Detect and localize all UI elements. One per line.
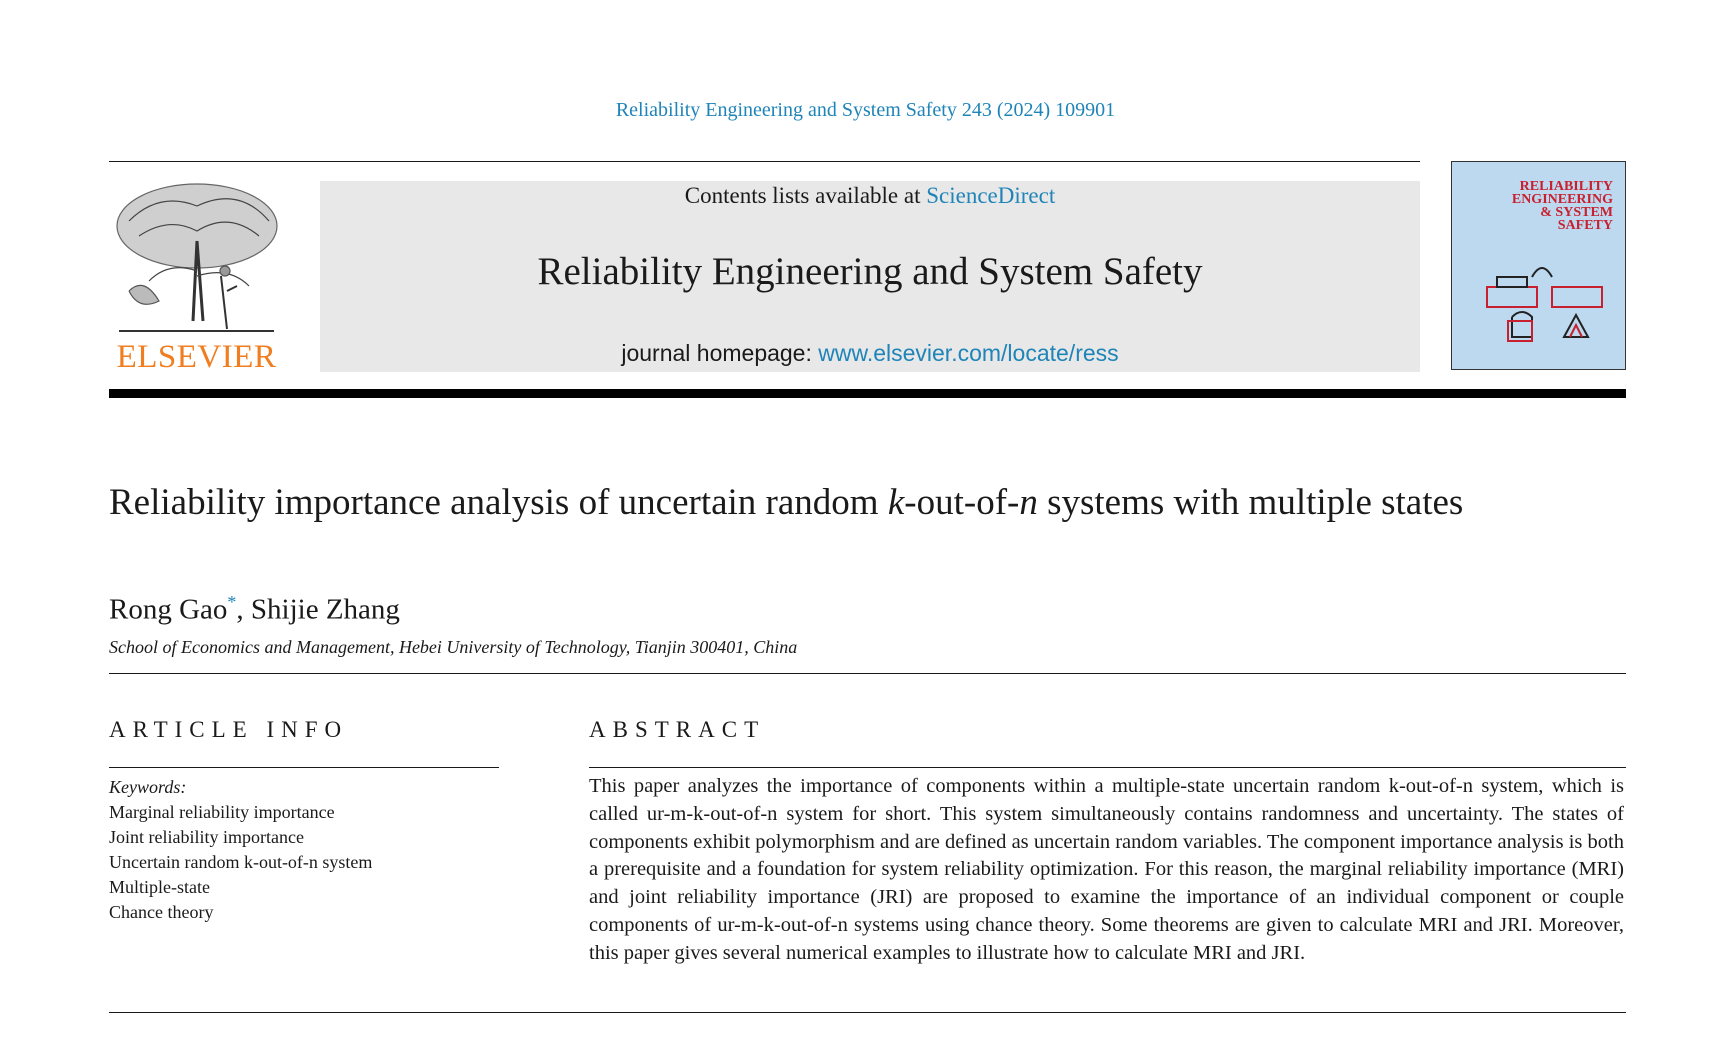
header-thick-rule <box>109 389 1626 398</box>
article-title <box>109 478 1589 528</box>
affiliation: School of Economics and Management, Hebei University of Technology, Tianjin 300401, China <box>109 637 798 657</box>
article-info-heading: ARTICLE INFO <box>109 717 349 742</box>
keywords-block <box>109 775 509 925</box>
journal-name: Reliability Engineering and System Safety <box>537 250 1203 293</box>
keyword-item[interactable]: Uncertain random k-out-of-n system <box>109 852 373 872</box>
abstract-text: This paper analyzes the importance of components within a multiple-state uncertain random k-out-of-n system, which is called ur-m-k-out-of-n system for short. This system simultaneously contains randomness and uncertainty. The states of components exhibit polymorphism and are defined as uncertain random variables. The component importance analysis is both a prerequisite and a foundation for system reliability optimization. For this reason, the marginal reliability importance (MRI) and joint reliability importance (JRI) are proposed to examine the importance of an individual component or couple components of ur-m-k-out-of-n systems using chance theory. Some theorems are given to calculate MRI and JRI. Moreover, this paper gives several numerical examples to illustrate how to calculate MRI and JRI. <box>589 775 1624 964</box>
elsevier-logo[interactable] <box>109 181 284 376</box>
cover-title-line: & SYSTEM <box>1540 205 1613 220</box>
abstract-rule <box>589 767 1626 768</box>
abstract-bottom-rule <box>109 1012 1626 1013</box>
author-separator: , <box>236 593 251 626</box>
author-name[interactable]: Rong Gao <box>109 593 228 626</box>
title-text: Reliability importance analysis of uncertain random <box>109 482 888 523</box>
keyword-item[interactable]: Marginal reliability importance <box>109 802 335 822</box>
elsevier-wordmark: ELSEVIER <box>116 339 277 375</box>
keyword-item[interactable]: Chance theory <box>109 902 214 922</box>
elsevier-tree-icon <box>109 181 284 336</box>
title-n: n <box>1019 482 1038 523</box>
contents-line <box>320 181 1420 211</box>
cover-title <box>1463 180 1613 232</box>
cover-title-line: ENGINEERING <box>1511 192 1613 207</box>
cover-diagram-icon <box>1452 257 1627 357</box>
abstract-heading: ABSTRACT <box>589 717 766 742</box>
keywords-label: Keywords: <box>109 777 187 797</box>
cover-title-line: RELIABILITY <box>1519 179 1613 194</box>
title-text: systems with multiple states <box>1037 482 1464 523</box>
article-info-rule <box>109 767 499 768</box>
keyword-item[interactable]: Joint reliability importance <box>109 827 304 847</box>
title-k: k <box>887 482 905 523</box>
author-name[interactable]: Shijie Zhang <box>250 593 400 626</box>
contents-prefix: Contents lists available at <box>684 183 921 208</box>
homepage-prefix: journal homepage: <box>621 340 812 366</box>
cover-title-line: SAFETY <box>1557 218 1613 233</box>
journal-citation-link[interactable]: Reliability Engineering and System Safety 243 (2024) 109901 <box>615 99 1116 121</box>
journal-homepage-link[interactable]: www.elsevier.com/locate/ress <box>818 340 1119 366</box>
title-text: -out-of- <box>904 482 1020 523</box>
header-top-rule <box>109 161 1420 162</box>
journal-homepage-line <box>320 340 1420 367</box>
sciencedirect-link[interactable]: ScienceDirect <box>926 183 1056 208</box>
keyword-item[interactable]: Multiple-state <box>109 877 210 897</box>
journal-banner <box>320 181 1420 372</box>
journal-cover-thumbnail[interactable] <box>1451 161 1626 370</box>
corresponding-author-mark[interactable]: * <box>227 592 237 612</box>
author-list <box>109 592 400 627</box>
title-bottom-rule <box>109 673 1626 674</box>
